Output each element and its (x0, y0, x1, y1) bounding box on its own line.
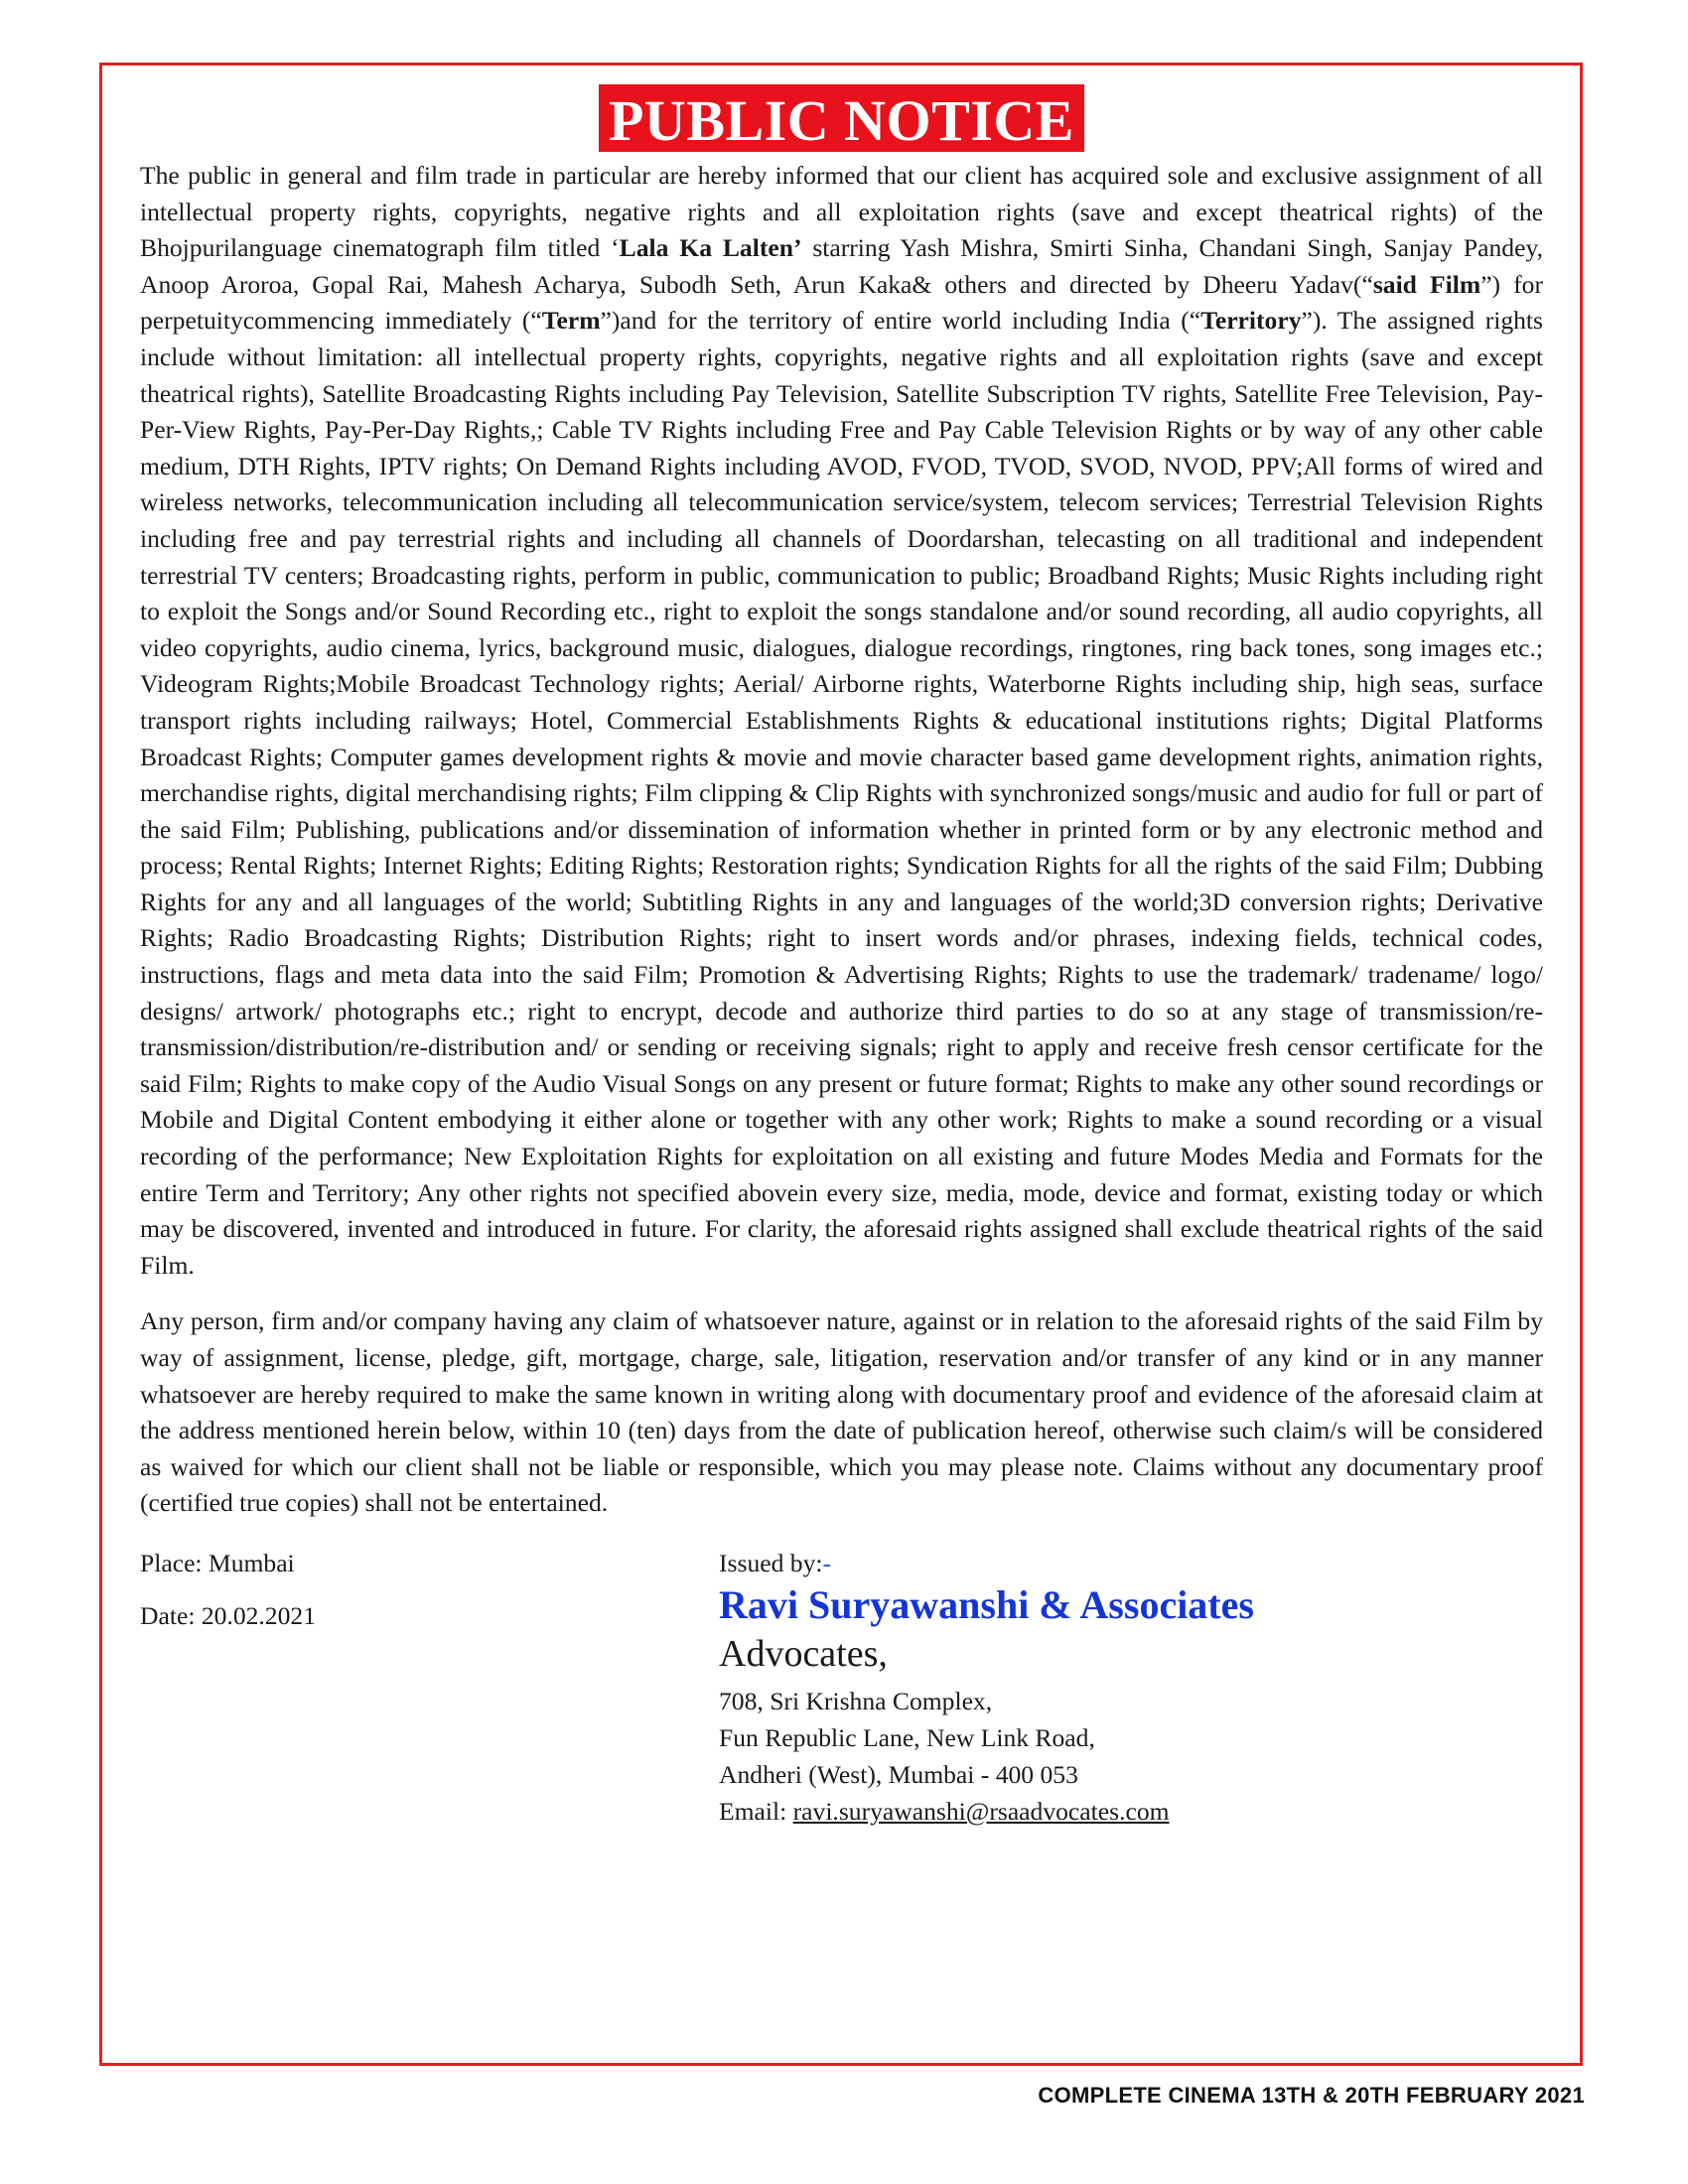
date-text: Date: 20.02.2021 (140, 1600, 316, 1630)
said-film-term: said Film (1372, 269, 1481, 299)
place-text: Place: Mumbai (140, 1548, 295, 1577)
email-line: Email: ravi.suryawanshi@rsaadvocates.com (719, 1796, 1170, 1826)
para1-text: The public in general and film trade in particular are hereby informed that our client has acquired sole and exclusive assignment of all intellectual property rights, copyrights, negative rights and all exploitation rights (save and except theatrical rights) of the Bhojpurilanguage cinematograph film titled ‘ (140, 161, 1543, 263)
film-title: Lala Ka Lalten’ (619, 233, 802, 263)
issued-by: Issued by:- (719, 1548, 832, 1577)
para1-text: starring Yash Mishra, Smirti Sinha, Chandani Singh, Sanjay Pandey, Anoop Aroroa, Gopal Rai, Mahesh Acharya, Subodh Seth, Arun Kaka& others and directed by Dheeru Yadav(“ (140, 233, 1543, 299)
publication-footer: COMPLETE CINEMA 13TH & 20TH FEBRUARY 2021 (1038, 2083, 1585, 2108)
term-term: Term (541, 306, 601, 336)
notice-paragraph-rights (140, 158, 1543, 1284)
para1-text: ”)and for the territory of entire world including India (“ (600, 306, 1201, 336)
notice-title: PUBLIC NOTICE (599, 84, 1084, 152)
address-line: Fun Republic Lane, New Link Road, (719, 1722, 1095, 1752)
firm-role: Advocates, (719, 1632, 888, 1675)
notice-content (140, 84, 1543, 1982)
signature-block (140, 1546, 1543, 1982)
address-line: 708, Sri Krishna Complex, (719, 1686, 993, 1715)
place-date (140, 1546, 316, 1650)
address-line: Andheri (West), Mumbai - 400 053 (719, 1759, 1078, 1789)
para1-text: ”) for perpetuitycommencing immediately (“ (140, 269, 1543, 336)
issuer-block (719, 1546, 1254, 1830)
para1-text: ”). The assigned rights include without limitation: all intellectual property rights, copyrights, negative rights and all exploitation rights (save and except theatrical rights), Satellite Broadcasting Rights including Pay Television, Satellite Subscription TV rights, Satellite Free Television, Pay-Per-View Rights, Pay-Per-Day Rights,; Cable TV Rights including Free and Pay Cable Television Rights or by way of any other cable medium, DTH Rights, IPTV rights; On Demand Rights including AVOD, FVOD, TVOD, SVOD, NVOD, PPV;All forms of wired and wireless networks, telecommunication including all telecommunication service/system, telecom services; Terrestrial Television Rights including free and pay terrestrial rights and including all channels of Doordarshan, telecasting on all traditional and independent terrestrial TV centers; Broadcasting rights, perform in public, communication to public; Broadband Rights; Music Rights including right to exploit the Songs and/or Sound Recording etc., right to exploit the songs standalone and/or sound recording, all audio copyrights, all video copyrights, audio cinema, lyrics, background music, dialogues, dialogue recordings, ringtones, ring back tones, song images etc.; Videogram Rights;Mobile Broadcast Technology rights; Aerial/ Airborne rights, Waterborne Rights including ship, high seas, surface transport rights including railways; Hotel, Commercial Establishments Rights & educational institutions rights; Digital Platforms Broadcast Rights; Computer games development rights & movie and movie character based game development rights, animation rights, merchandise rights, digital merchandising rights; Film clipping & Clip Rights with synchronized songs/music and audio for full or part of the said Film; Publishing, publications and/or dissemination of information whether in printed form or by any electronic method and process; Rental Rights; Internet Rights; Editing Rights; Restoration rights; Syndication Rights for all the rights of the said Film; Dubbing Rights for any and all languages of the world; Subtitling Rights in any and languages of the world;3D conversion rights; Derivative Rights; Radio Broadcasting Rights; Distribution Rights; right to insert words and/or phrases, indexing fields, technical codes, instructions, flags and meta data into the said Film; Promotion & Advertising Rights; Rights to use the trademark/ tradename/ logo/ designs/ artwork/ photographs etc.; right to encrypt, decode and authorize third parties to do so at any stage of transmission/re-transmission/distribution/re-distribution and/ or sending or receiving signals; right to apply and receive fresh censor certificate for the said Film; Rights to make copy of the Audio Visual Songs on any present or future format; Rights to make any other sound recordings or Mobile and Digital Content embodying it either alone or together with any other work; Rights to make a sound recording or a visual recording of the performance; New Exploitation Rights for exploitation on all existing and future Modes Media and Formats for the entire Term and Territory; Any other rights not specified abovein every size, media, mode, device and format, existing today or which may be discovered, invented and introduced in future. For clarity, the aforesaid rights assigned shall exclude theatrical rights of the said Film. (140, 306, 1543, 1280)
notice-paragraph-claims: Any person, firm and/or company having any claim of whatsoever nature, against or in relation to the aforesaid rights of the said Film by way of assignment, license, pledge, gift, mortgage, charge, sale, litigation, reservation and/or transfer of any kind or in any manner whatsoever are hereby required to make the same known in writing along with documentary proof and evidence of the aforesaid claim at the address mentioned herein below, within 10 (ten) days from the date of publication hereof, otherwise such claim/s will be considered as waived for which our client shall not be liable or responsible, which you may please note. Claims without any documentary proof (certified true copies) shall not be entertained. (140, 1306, 1543, 1518)
firm-name: Ravi Suryawanshi & Associates (719, 1581, 1254, 1627)
territory-term: Territory (1200, 306, 1302, 336)
email-link[interactable]: ravi.suryawanshi@rsaadvocates.com (792, 1796, 1170, 1826)
